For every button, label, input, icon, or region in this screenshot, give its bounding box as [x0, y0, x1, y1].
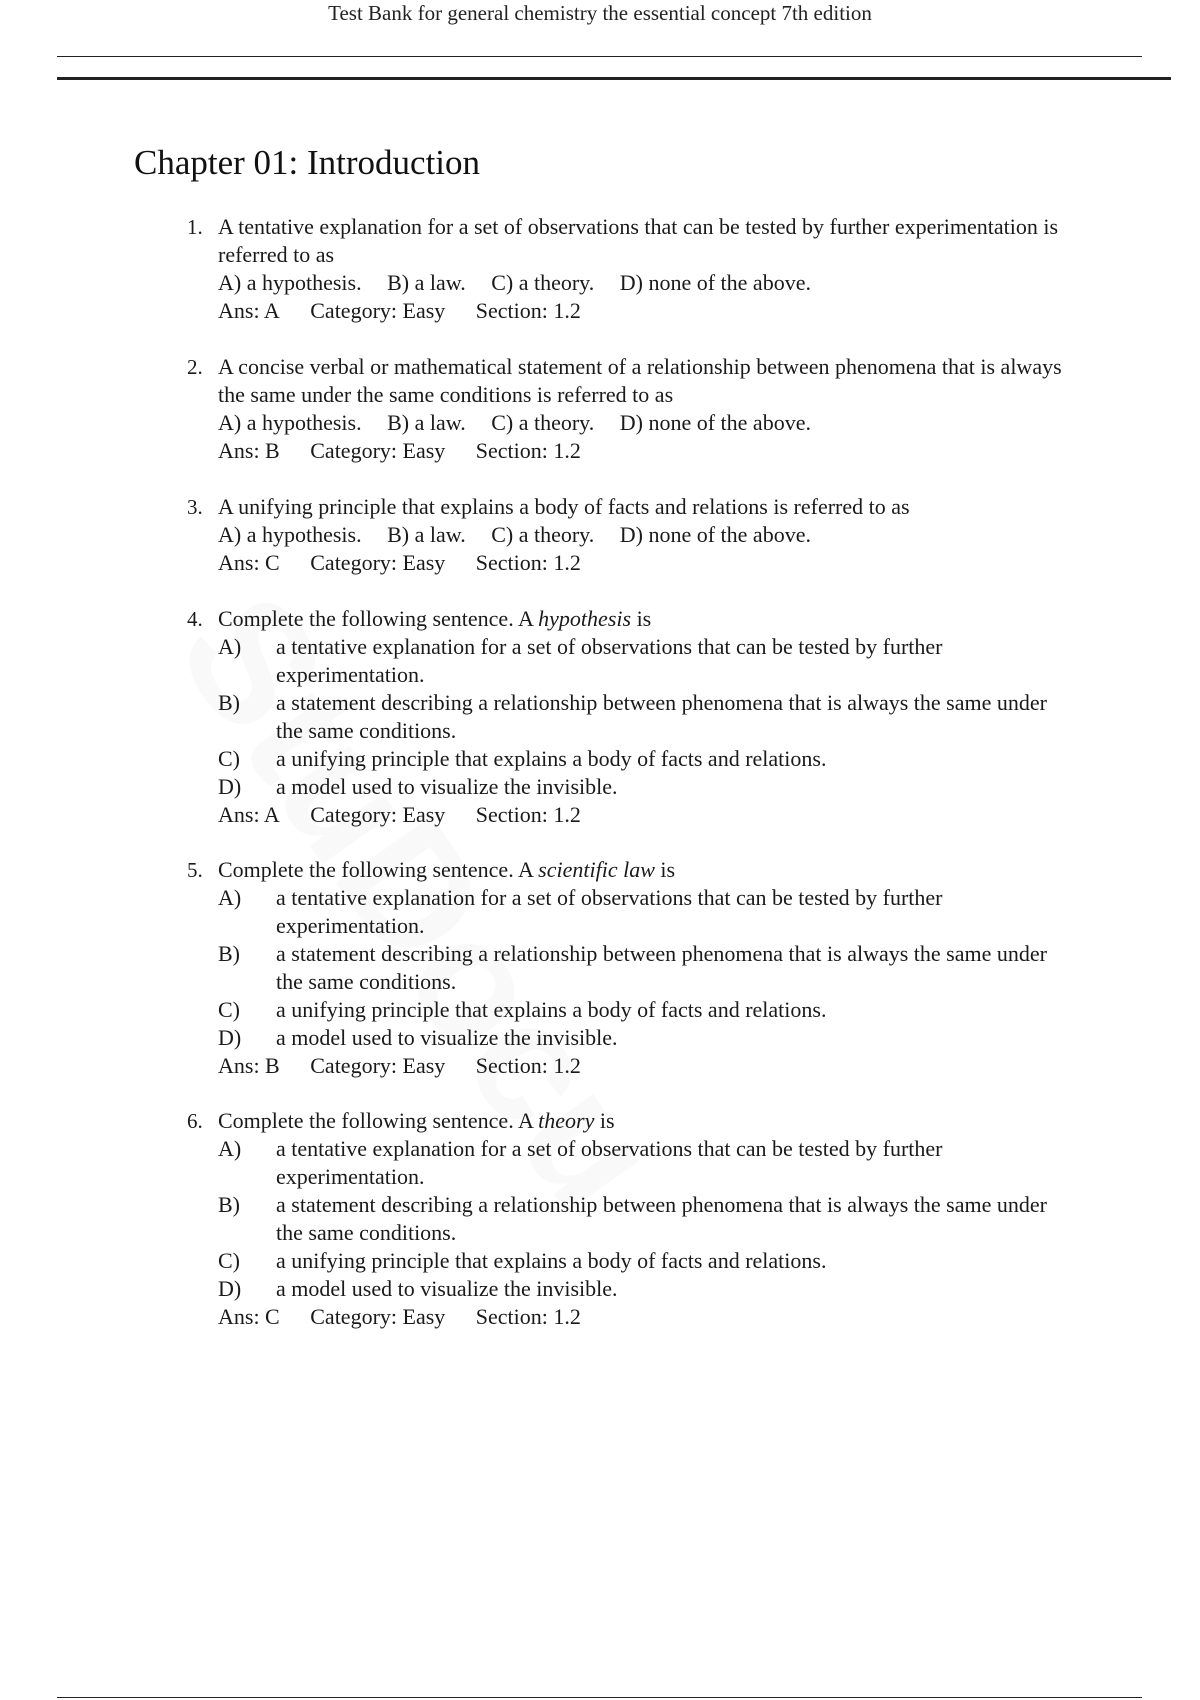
question-prompt: A unifying principle that explains a body of facts and relations is referred to as — [218, 494, 910, 519]
choice-text: a statement describing a relationship between phenomena that is always the same under the same conditions. — [276, 1192, 1047, 1245]
answer-line — [218, 549, 1078, 577]
choice-label: C) — [218, 1248, 240, 1273]
question-prompt: A tentative explanation for a set of observations that can be tested by further experimentation is referred to as — [218, 214, 1059, 267]
choice-label: D) — [218, 774, 242, 799]
choice-text: a tentative explanation for a set of observations that can be tested by further experimentation. — [276, 1136, 943, 1189]
choice-label: C) — [218, 997, 240, 1022]
choice-d: D) none of the above. — [619, 270, 811, 295]
choice-b — [218, 689, 1078, 745]
question-body — [218, 213, 1078, 325]
choice-text: a unifying principle that explains a body of facts and relations. — [276, 1248, 827, 1273]
answer-line — [218, 1303, 1078, 1331]
question-prompt — [218, 856, 1078, 884]
answer-line — [218, 297, 1078, 325]
question-body — [218, 605, 1078, 829]
choice-d — [218, 1275, 1078, 1303]
answer: Ans: B — [218, 1053, 280, 1078]
answer: Ans: B — [218, 438, 280, 463]
choice-label: B) — [218, 941, 240, 966]
choice-c: C) a theory. — [491, 410, 595, 435]
choice-d — [218, 773, 1078, 801]
choice-text: a tentative explanation for a set of observations that can be tested by further experimentation. — [276, 885, 943, 938]
choice-label: D) — [218, 1276, 242, 1301]
choice-a — [218, 884, 1078, 940]
category: Category: Easy — [310, 802, 446, 827]
choice-label: B) — [218, 1192, 240, 1217]
section: Section: 1.2 — [475, 298, 581, 323]
choice-b — [218, 1191, 1078, 1247]
choice-a: A) a hypothesis. — [218, 522, 362, 547]
prompt-suffix: is — [594, 1108, 615, 1133]
choice-label: B) — [218, 690, 240, 715]
choice-text: a unifying principle that explains a body of facts and relations. — [276, 746, 827, 771]
choice-text: a tentative explanation for a set of observations that can be tested by further experimentation. — [276, 634, 943, 687]
choice-c: C) a theory. — [491, 522, 595, 547]
question-prompt: A concise verbal or mathematical statement of a relationship between phenomena that is always the same under the same conditions is referred to as — [218, 354, 1062, 407]
answer-line — [218, 801, 1078, 829]
choice-label: A) — [218, 634, 242, 659]
choice-a — [218, 633, 1078, 689]
choice-text: a statement describing a relationship between phenomena that is always the same under the same conditions. — [276, 690, 1047, 743]
choice-a: A) a hypothesis. — [218, 270, 362, 295]
choice-label: D) — [218, 1025, 242, 1050]
category: Category: Easy — [310, 438, 446, 463]
answer: Ans: C — [218, 1304, 280, 1329]
prompt-term: theory — [538, 1108, 595, 1133]
question-number: 3. — [187, 495, 203, 519]
choice-list — [218, 409, 1078, 437]
choice-d: D) none of the above. — [619, 410, 811, 435]
prompt-suffix: is — [631, 606, 652, 631]
header-rule-thin — [57, 56, 1142, 57]
question-prompt — [218, 605, 1078, 633]
answer: Ans: A — [218, 802, 280, 827]
category: Category: Easy — [310, 550, 446, 575]
question-body — [218, 353, 1078, 465]
choice-c: C) a theory. — [491, 270, 595, 295]
category: Category: Easy — [310, 298, 446, 323]
chapter-title: Chapter 01: Introduction — [134, 143, 481, 182]
question-number: 4. — [187, 607, 203, 631]
question-number: 5. — [187, 858, 203, 882]
question-body — [218, 1107, 1078, 1331]
prompt-suffix: is — [654, 857, 676, 882]
choice-c — [218, 745, 1078, 773]
choice-b: B) a law. — [387, 522, 466, 547]
choice-b — [218, 940, 1078, 996]
question-number: 1. — [187, 215, 203, 239]
question-body — [218, 493, 1078, 577]
choice-text: a model used to visualize the invisible. — [276, 1276, 618, 1301]
prompt-prefix: Complete the following sentence. A — [218, 857, 539, 882]
choice-a: A) a hypothesis. — [218, 410, 362, 435]
choice-text: a model used to visualize the invisible. — [276, 1025, 618, 1050]
answer: Ans: A — [218, 298, 280, 323]
section: Section: 1.2 — [475, 438, 581, 463]
choice-c — [218, 996, 1078, 1024]
section: Section: 1.2 — [475, 550, 581, 575]
question-body — [218, 856, 1078, 1080]
choice-list — [218, 269, 1078, 297]
choice-a — [218, 1135, 1078, 1191]
answer: Ans: C — [218, 550, 280, 575]
question-number: 2. — [187, 355, 203, 379]
prompt-prefix: Complete the following sentence. A — [218, 606, 539, 631]
choice-d: D) none of the above. — [619, 522, 811, 547]
choice-text: a statement describing a relationship between phenomena that is always the same under the same conditions. — [276, 941, 1047, 994]
prompt-term: scientific law — [538, 857, 655, 882]
category: Category: Easy — [310, 1053, 446, 1078]
choice-d — [218, 1024, 1078, 1052]
section: Section: 1.2 — [475, 802, 581, 827]
prompt-prefix: Complete the following sentence. A — [218, 1108, 539, 1133]
choice-c — [218, 1247, 1078, 1275]
header-rule-thick — [57, 77, 1171, 80]
answer-line — [218, 1052, 1078, 1080]
choice-b: B) a law. — [387, 410, 466, 435]
section: Section: 1.2 — [475, 1304, 581, 1329]
section: Section: 1.2 — [475, 1053, 581, 1078]
choice-list — [218, 521, 1078, 549]
choice-text: a model used to visualize the invisible. — [276, 774, 618, 799]
choice-label: A) — [218, 885, 242, 910]
question-number: 6. — [187, 1109, 203, 1133]
question-prompt — [218, 1107, 1078, 1135]
answer-line — [218, 437, 1078, 465]
header-title: Test Bank for general chemistry the essential concept 7th edition — [328, 1, 872, 25]
choice-b: B) a law. — [387, 270, 466, 295]
category: Category: Easy — [310, 1304, 446, 1329]
prompt-term: hypothesis — [538, 606, 632, 631]
choice-text: a unifying principle that explains a body of facts and relations. — [276, 997, 827, 1022]
choice-label: A) — [218, 1136, 242, 1161]
choice-label: C) — [218, 746, 240, 771]
footer-rule — [57, 1697, 1142, 1698]
